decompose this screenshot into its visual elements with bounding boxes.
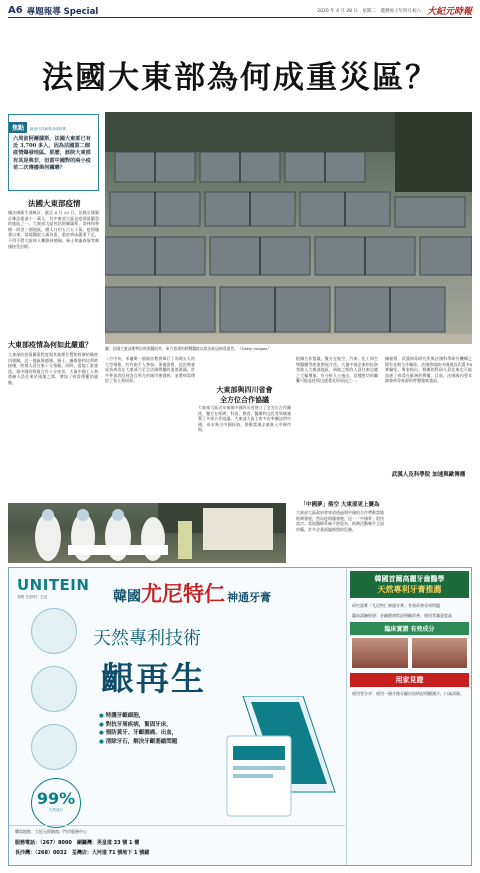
medical-staff-photo <box>8 503 286 563</box>
ad-side-banner-line1: 韓國首爾高麗牙齒醫學 <box>374 574 445 583</box>
subheading-2: 大東部疫情為何如此嚴重？ <box>8 340 92 349</box>
ad-benefit: ● 對抗牙周疾病，緊固牙床， <box>99 721 177 730</box>
badge-percent: 99% <box>36 789 76 808</box>
ad-title-country: 韓國 <box>113 589 141 605</box>
toothpaste-ad <box>8 567 472 866</box>
badge-text: 天然成分 <box>49 808 63 812</box>
ad-benefit: ● 預防黃牙、牙齦腫痛、出血， <box>99 729 177 738</box>
certification-badge-3 <box>31 724 77 770</box>
medical-staff-image <box>8 503 286 563</box>
ad-side-green-label: 臨床實證 有效成分 <box>350 622 469 635</box>
subheading-5: 武漢人及科學院 加速與歐傳播 <box>391 472 466 478</box>
ad-purchase-location: 購買地點：大紀元經銷商／門市服務中心 <box>15 829 87 834</box>
subheading-3: 大東部與四川省會 全方位合作協議 <box>216 385 273 404</box>
photo1-caption: 圖：法國大東部斯特拉斯堡醫院外，軍方搭建的野戰醫院以收治新冠病毒患者。（Getty Images） <box>105 346 272 351</box>
ad-brand: UNITEIN <box>17 576 90 594</box>
ad-benefit: ● 特護牙齦細胞， <box>99 712 177 721</box>
focus-tag: 焦點 <box>9 122 27 133</box>
subheading-1: 法國大東部疫情 <box>28 199 81 208</box>
before-photo <box>351 637 409 669</box>
ad-side-testimonial-label: 用家見證 <box>350 673 469 687</box>
certification-badge-1 <box>31 608 77 654</box>
ad-title <box>113 578 271 608</box>
page-header <box>8 4 472 18</box>
ad-side-banner <box>350 571 469 598</box>
ad-phone-line-1: 服務電話：（267）8000 銅鑼灣：英皇道 33 號 1 樓 <box>15 840 140 846</box>
article-col-1: 據法國衛生部統計，截至 4 月 20 日，法國全國累計確診超過十一萬人，其中東部大區是疫情最嚴重的地區之一。大東部大區包括阿爾薩斯、洛林和香檳－阿登三個地區，總人口約五百五十萬。疫情爆發以來，當地醫院人滿為患，重症病床嚴重不足，不得不將大批病人轉移到德國、瑞士和盧森堡等鄰國接受治療。 <box>8 210 99 249</box>
ad-title-product: 神通牙膏 <box>227 591 271 604</box>
certification-badge-2 <box>31 666 77 712</box>
article-col-3: 二月中旬，米盧斯一個福音教會舉行了為期五天的大型聚會，約有兩千人參加。事後證實，這次聚會成為病毒在大東部乃至全法國傳播的重要源頭。許多參加者回到各自所在的城市後發病，並將病毒傳給了家人和同事。 <box>105 356 195 383</box>
focus-box <box>8 114 99 191</box>
ad-slogan-main: 齦再生 <box>101 659 206 698</box>
ad-main-panel <box>9 568 345 865</box>
headline: 法國大東部為何成重災區？ <box>42 60 438 96</box>
toothpaste-product-image <box>223 696 341 820</box>
subheading-4: 「中國夢」落空 大東部更上賽為 <box>300 502 380 508</box>
ad-title-brand: 尤尼特仁 <box>141 581 225 606</box>
natural-ingredient-badge <box>31 778 81 828</box>
ad-side-text-1: 研究證實「尤尼特仁神通牙膏」有效改善牙周問題 <box>352 603 440 608</box>
field-hospital-photo <box>105 112 472 344</box>
page-number: A6 <box>8 5 23 16</box>
ad-side-text-2: 臨床試驗結果：牙齦健康狀況明顯改善，使用者滿意度高 <box>352 612 452 618</box>
newspaper-logo: 大紀元時報 <box>426 7 472 17</box>
focus-tag-sub: 新冠中共病毒全球疫情 <box>30 127 66 131</box>
field-hospital-image <box>105 112 472 344</box>
section-name: 專題報導 Special <box>26 6 99 17</box>
focus-text: 六周前阿爾薩斯、法國大東部已有近 3,700 多人，因為法國第二個疫情爆發地區。那麼，該院大東部有其是與非，但當中國對的兩小疫苗二次傳播與何關聯？ <box>13 136 91 171</box>
ad-brand-sub: 美國 尤尼特仁 生技 <box>17 595 48 599</box>
article-col-4: 大東部大區近年來與中國四川省建立了全方位合作關係，雙方在經濟、科技、教育、醫療和文化等領域簽署了多項合作協議。大東部大區主席多次率團訪問中國，尋求吸引中國投資，推動當地企業進入中國市場。 <box>198 405 291 433</box>
ad-phone-line-2: 長沙灣：（268）0032 荃灣店：大河道 71 號地下 1 號鋪 <box>15 850 150 856</box>
ad-side-banner-line2: 天然專利牙膏推薦 <box>377 584 442 594</box>
ad-benefits-list <box>99 712 177 746</box>
article-col-7: 據報導，武漢病毒研究所與法國科學研究機構之間有長期合作關係，法國曾協助中國建設武漢 P4 實驗室。專家指出，相關的科研人員往來也可能加速了病毒在歐洲的傳播。目前，法國國內要求調查病毒來源的呼聲越來越高。 <box>385 356 472 384</box>
issue-date: 2020 年 4 月 28 日 星期二 農曆庚子年四月初六 <box>317 8 421 14</box>
ad-benefit: ● 清除牙石，解決牙齦萎縮問題 <box>99 738 177 747</box>
article-col-5: 根據合作協議，雙方在航空、汽車、化工和生物醫藥等產業開展合作。大量中國企業和投資者進入大東部地區，兩地之間的人員往來也隨之大幅增加。有分析人士指出，這種密切的聯繫可能是疫情迅速蔓延的原因之一。 <box>296 356 378 384</box>
article-col-2: 大東部的疫情嚴重程度與其地理位置和經濟結構密切相關。這一地區與德國、瑞士、盧森堡和比利時接壤，跨境人員往來十分頻繁。同時，當地工業發達，與中國的經貿合作十分密切，大量中國工人和商務人員往來於兩地之間，增加了病毒傳播的風險。 <box>8 352 98 385</box>
ad-slogan: 天然專利技術 <box>93 628 201 649</box>
article-col-6: 大東部大區政府曾寄望透過與中國的合作帶動當地經濟發展，然而疫情爆發後，這一「中國夢」很快落空。當地醫療系統不堪重負，經濟活動幾乎全面停擺，許多企業面臨倒閉的危險。 <box>296 510 384 532</box>
ad-contact-info <box>9 825 345 865</box>
ad-side-text-3: 使用者分享：使用一個月後牙齦出血情況明顯減少，口氣清新。 <box>352 691 464 697</box>
before-after-photos <box>351 637 468 669</box>
after-photo <box>411 637 469 669</box>
ad-side-panel <box>346 568 472 865</box>
